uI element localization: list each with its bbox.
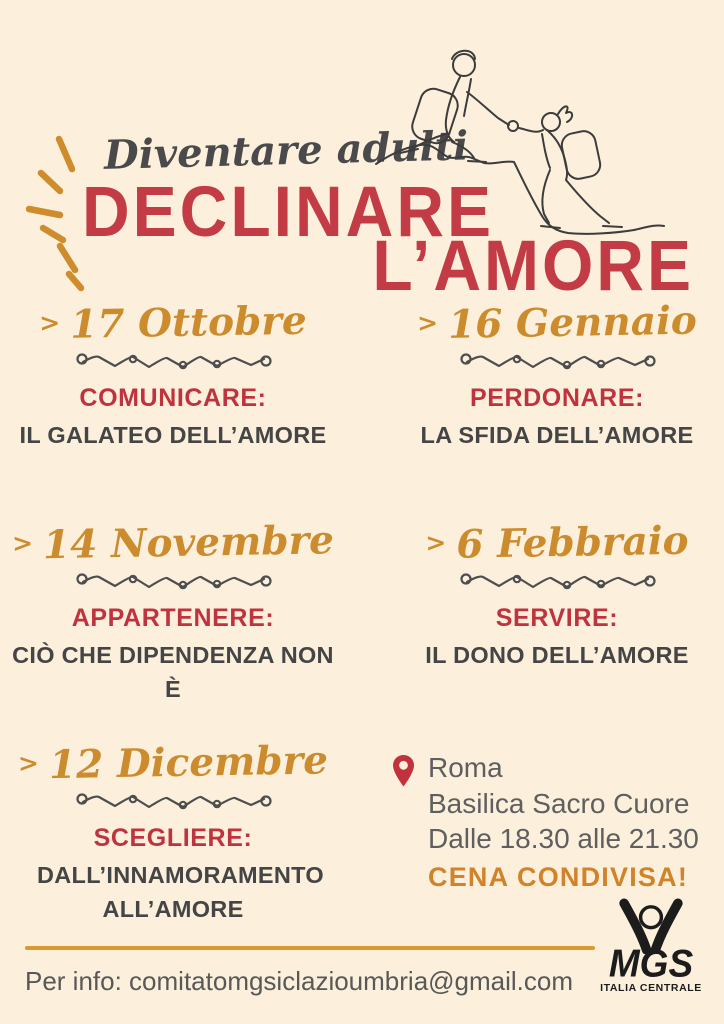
- logo-acronym: MGS: [608, 941, 694, 986]
- kicker-title: Diventare adulti: [103, 122, 469, 179]
- location-pin-icon: [391, 754, 416, 788]
- arrow-marker: >: [17, 748, 40, 778]
- session-date: [402, 517, 713, 569]
- session-topic: IL GALATEO DELL’AMORE: [19, 421, 327, 448]
- event-highlight: CENA CONDIVISA!: [428, 861, 689, 892]
- event-city: Roma: [428, 752, 503, 783]
- arrow-marker: >: [416, 308, 439, 338]
- session-topic: CIÒ CHE DIPENDENZA NON È: [12, 641, 334, 702]
- session-date: [402, 297, 713, 349]
- contact-info: Per info: comitatomgsiclazioumbria@gmail.com: [25, 966, 574, 996]
- session-theme: APPARTENERE:: [71, 603, 275, 632]
- squiggle-divider: [71, 569, 276, 597]
- session-date-text: 12 Dicembre: [48, 737, 329, 789]
- session-date: [8, 517, 339, 570]
- event-info-block: [391, 750, 711, 894]
- session-date-text: 17 Ottobre: [69, 297, 308, 348]
- session-block-gennaio: [402, 297, 712, 452]
- squiggle-divider: [71, 349, 276, 377]
- session-topic: IL DONO DELL’AMORE: [425, 641, 689, 668]
- session-date-text: 16 Gennaio: [447, 297, 698, 348]
- session-date-text: 14 Novembre: [42, 517, 335, 569]
- session-topic: LA SFIDA DELL’AMORE: [420, 421, 694, 448]
- logo-region: ITALIA CENTRALE: [600, 982, 702, 995]
- arrow-marker: >: [11, 528, 34, 558]
- squiggle-divider: [455, 349, 660, 377]
- footer-divider: [25, 946, 595, 950]
- session-block-febbraio: [402, 517, 712, 672]
- sunburst-rays-icon: [26, 133, 86, 293]
- session-theme: PERDONARE:: [469, 383, 645, 412]
- event-time: Dalle 18.30 alle 21.30: [428, 823, 699, 855]
- squiggle-divider: [455, 569, 660, 597]
- arrow-marker: >: [425, 527, 447, 558]
- arrow-marker: >: [38, 307, 61, 338]
- mgs-logo: [588, 896, 714, 994]
- main-title-line2: L’AMORE: [372, 225, 694, 305]
- session-block-dicembre: [8, 737, 338, 926]
- squiggle-divider: [71, 789, 276, 817]
- session-theme: SCEGLIERE:: [93, 823, 253, 852]
- session-block-novembre: [8, 517, 338, 706]
- session-block-ottobre: [8, 297, 338, 452]
- session-theme: SERVIRE:: [495, 603, 619, 632]
- main-title-line1: DECLINARE: [82, 171, 495, 251]
- hikers-helping-hand-illustration: [372, 34, 712, 274]
- session-topic: DALL’INNAMORAMENTO ALL’AMORE: [37, 861, 324, 922]
- session-date-text: 6 Febbraio: [455, 517, 689, 568]
- session-theme: COMUNICARE:: [79, 383, 267, 412]
- session-date: [8, 297, 339, 350]
- event-venue: Basilica Sacro Cuore: [428, 787, 690, 819]
- session-date: [8, 737, 339, 790]
